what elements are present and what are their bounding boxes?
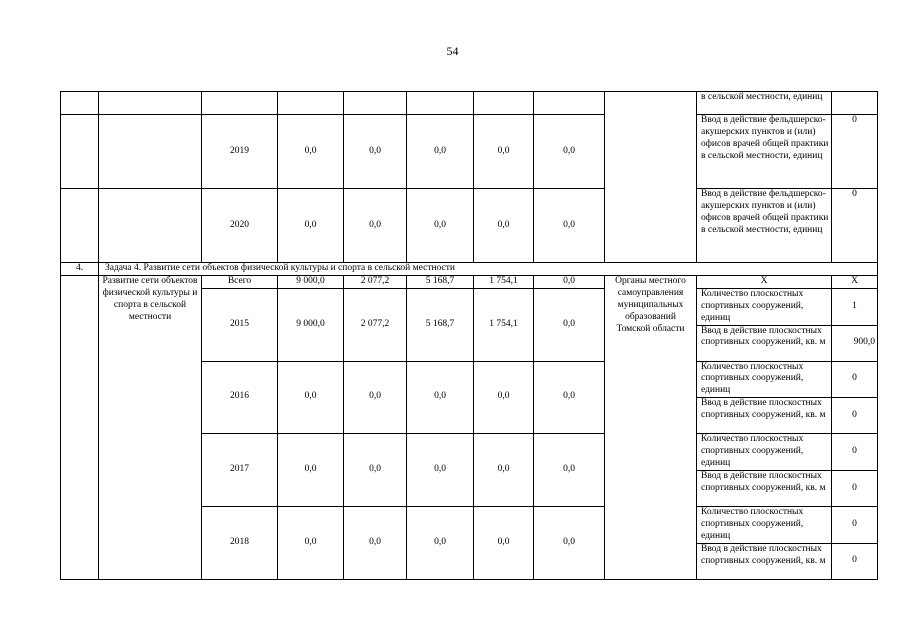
value-cell: 5 168,7 [407,275,474,288]
value-cell: 0,0 [474,361,534,434]
value-cell: 0,0 [278,189,344,263]
indicator-name-cell: Ввод в действие плоскостных спортивных сооружений, кв. м [697,543,832,579]
page-number: 54 [446,44,459,58]
indicator-value-cell: Х [832,275,878,288]
value-cell: 0,0 [474,115,534,189]
indicator-name-cell: Ввод в действие плоскостных спортивных сооружений, кв. м [697,398,832,434]
year-cell: 2019 [202,115,278,189]
value-cell: 0,0 [534,506,605,579]
year-cell: 2016 [202,361,278,434]
task-row [61,263,878,276]
activity-cell [99,189,202,263]
value-cell: 0,0 [534,275,605,288]
value-cell: 0,0 [278,115,344,189]
task-title-cell: Задача 4. Развитие сети объектов физической культуры и спорта в сельской местности [99,263,878,276]
value-cell: 0,0 [407,189,474,263]
value-cell: 0,0 [407,115,474,189]
program-table [60,91,878,580]
activity-cell [99,92,202,115]
task-number-cell: 4. [61,263,99,276]
value-cell: 5 168,7 [407,288,474,361]
indicator-value-cell: 0 [832,434,878,471]
indicator-name-cell: Количество плоскостных спортивных сооружений, единиц [697,288,832,325]
value-cell: 0,0 [344,434,407,507]
value-cell [407,92,474,115]
indicator-name-cell: Х [697,275,832,288]
value-cell: 0,0 [534,288,605,361]
indicator-value-cell: 0 [832,115,878,189]
indicator-name-cell: Ввод в действие плоскостных спортивных сооружений, кв. м [697,470,832,506]
executor-cell [605,92,697,263]
indicator-value-cell: 0 [832,398,878,434]
indicator-value-cell: 0 [832,189,878,263]
activity-cell: Развитие сети объектов физической культуры и спорта в сельской местности [99,275,202,579]
value-cell: 0,0 [534,115,605,189]
value-cell: 9 000,0 [278,275,344,288]
value-cell: 0,0 [534,434,605,507]
year-cell: 2020 [202,189,278,263]
year-cell [202,92,278,115]
indicator-value-cell: 0 [832,543,878,579]
value-cell: 2 077,2 [344,275,407,288]
indicator-name-cell: Количество плоскостных спортивных сооружений, единиц [697,361,832,398]
value-cell: 0,0 [278,506,344,579]
indicator-value-cell: 900,0 [832,325,878,361]
table-row [61,115,878,189]
indicator-value-cell: 1 [832,288,878,325]
table-row [61,92,878,115]
value-cell: 0,0 [474,434,534,507]
value-cell: 1 754,1 [474,288,534,361]
indicator-name-cell: Количество плоскостных спортивных сооружений, единиц [697,434,832,471]
row-number-cell [61,189,99,263]
indicator-name-cell: в сельской местности, единиц [697,92,832,115]
indicator-value-cell [832,92,878,115]
row-number-cell [61,92,99,115]
indicator-name-cell: Ввод в действие плоскостных спортивных сооружений, кв. м [697,325,832,361]
value-cell: 0,0 [344,361,407,434]
row-number-cell [61,275,99,579]
value-cell: 0,0 [407,434,474,507]
table-row [61,275,878,288]
value-cell: 0,0 [278,434,344,507]
year-cell: Всего [202,275,278,288]
indicator-name-cell: Ввод в действие фельдшерско-акушерских пунктов и (или) офисов врачей общей практики в сельской местности, единиц [697,115,832,189]
indicator-value-cell: 0 [832,470,878,506]
table-row [61,189,878,263]
value-cell: 0,0 [534,361,605,434]
indicator-value-cell: 0 [832,361,878,398]
value-cell: 2 077,2 [344,288,407,361]
value-cell: 9 000,0 [278,288,344,361]
value-cell: 0,0 [344,189,407,263]
indicator-name-cell: Ввод в действие фельдшерско-акушерских пунктов и (или) офисов врачей общей практики в сельской местности, единиц [697,189,832,263]
value-cell: 0,0 [278,361,344,434]
year-cell: 2015 [202,288,278,361]
value-cell [534,92,605,115]
executor-cell: Органы местного самоуправления муниципальных образований Томской области [605,275,697,579]
value-cell: 0,0 [474,506,534,579]
value-cell: 0,0 [344,506,407,579]
value-cell: 1 754,1 [474,275,534,288]
value-cell [344,92,407,115]
year-cell: 2017 [202,434,278,507]
year-cell: 2018 [202,506,278,579]
value-cell: 0,0 [534,189,605,263]
value-cell [474,92,534,115]
value-cell: 0,0 [407,361,474,434]
value-cell: 0,0 [474,189,534,263]
value-cell: 0,0 [407,506,474,579]
value-cell: 0,0 [344,115,407,189]
indicator-name-cell: Количество плоскостных спортивных сооружений, единиц [697,506,832,543]
value-cell [278,92,344,115]
indicator-value-cell: 0 [832,506,878,543]
activity-cell [99,115,202,189]
row-number-cell [61,115,99,189]
